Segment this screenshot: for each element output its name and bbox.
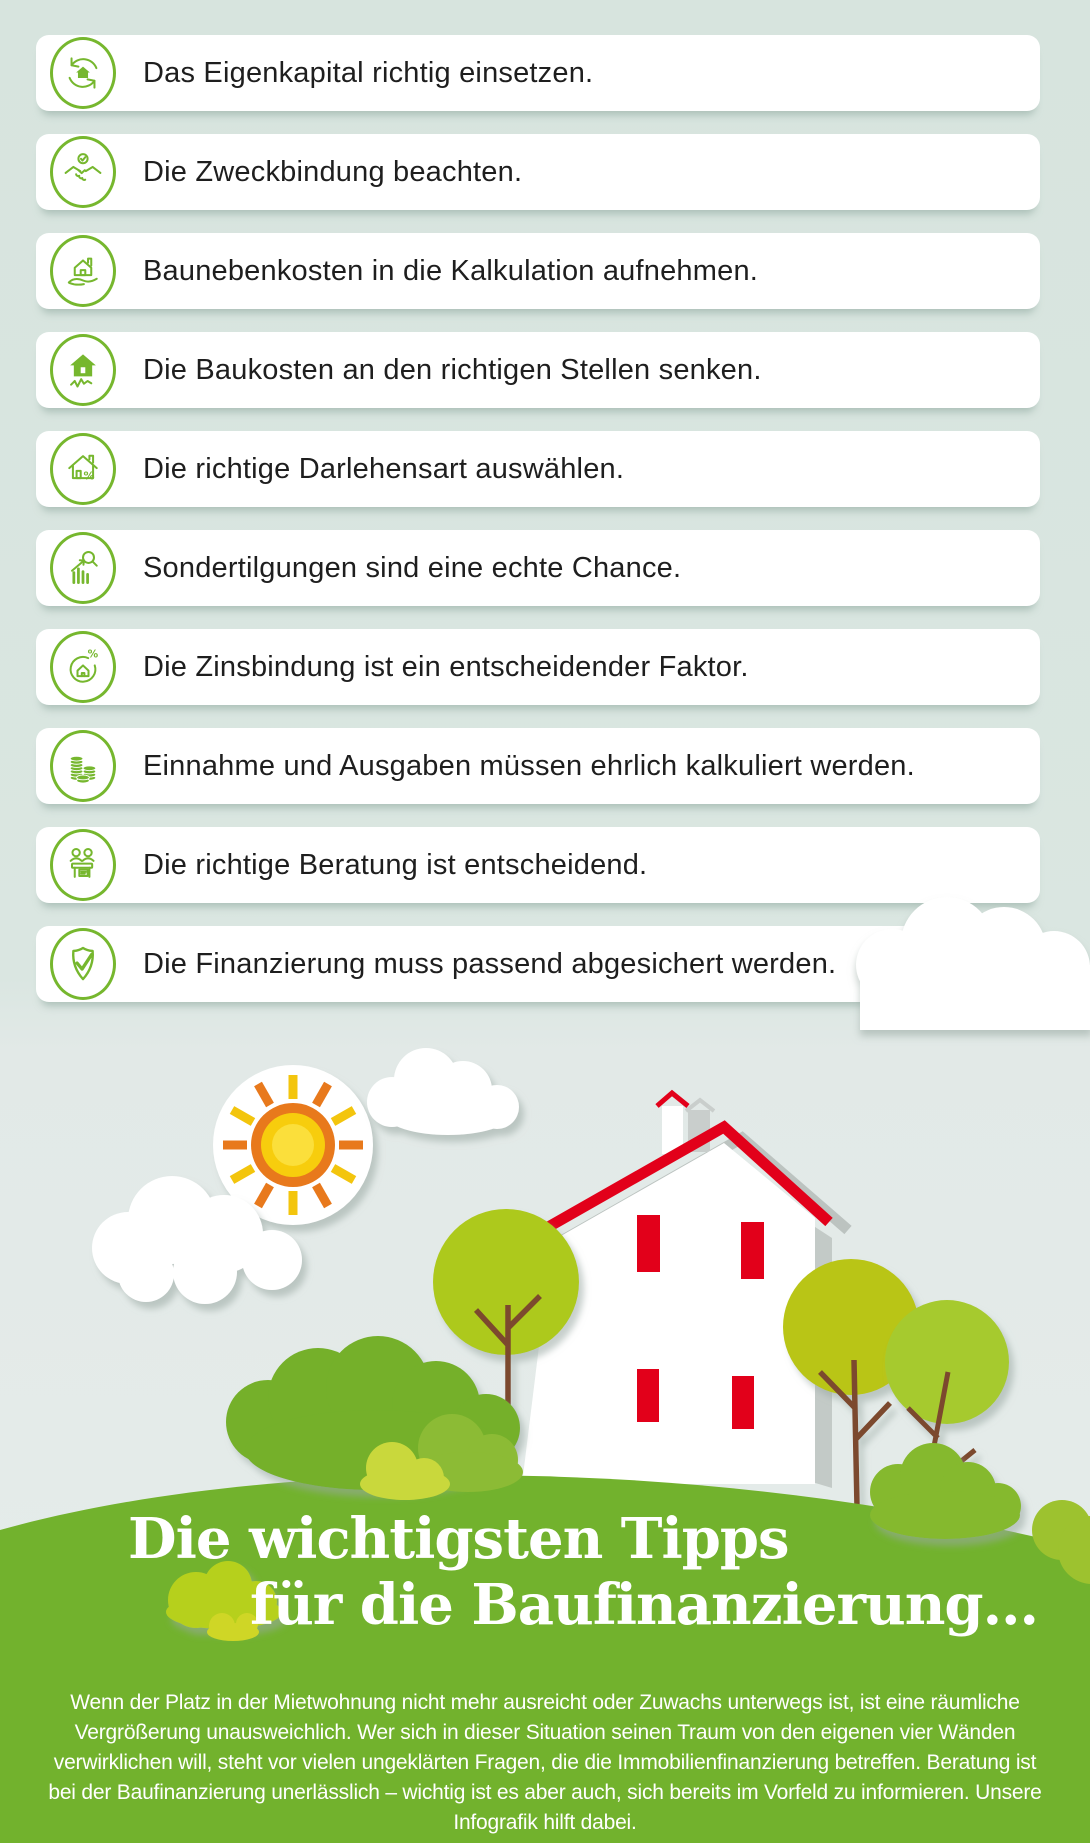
tip-card [36, 431, 1040, 507]
tip-card [36, 134, 1040, 210]
tip-card [36, 629, 1040, 705]
tip-card [36, 728, 1040, 804]
house-cycle-icon [50, 37, 116, 109]
coins-icon [50, 730, 116, 802]
tips-list [36, 35, 1040, 1002]
hand-house-icon [50, 235, 116, 307]
tip-label: Die richtige Beratung ist entscheidend. [143, 848, 648, 881]
cloud-icon [842, 885, 1090, 1030]
tip-label: Die richtige Darlehensart auswählen. [143, 452, 625, 485]
bush-icon [870, 1443, 1021, 1539]
shield-check-icon [50, 928, 116, 1000]
house-percent-icon [50, 433, 116, 505]
chart-magnifier-icon [50, 532, 116, 604]
page-title-line1: Die wichtigsten Tipps [128, 1506, 789, 1572]
tip-label: Baunebenkosten in die Kalkulation aufnehmen. [143, 254, 759, 287]
tip-label: Die Finanzierung muss passend abgesichert werden. [143, 947, 837, 980]
svg-text:%: % [87, 648, 99, 661]
tip-card [36, 233, 1040, 309]
page-title-line2: für die Baufinanzierung... [250, 1572, 1039, 1638]
intro-paragraph: Wenn der Platz in der Mietwohnung nicht mehr ausreicht oder Zuwachs unterwegs ist, ist eine räumliche Vergrößerung unausweichlich. Wer sich in dieser Situation seinen Traum von den eigenen vier Wänden verwirklichen will, steht vor vielen ungeklärten Fragen, die die Immobilienfinanzierung betreffen. Beratung ist bei der Baufinanzierung unerlässlich – wichtig ist es aber auch, sich bereits im Vorfeld zu informieren. Unsere Infografik hilft dabei. [48, 1691, 1042, 1834]
tip-label: Sondertilgungen sind eine echte Chance. [143, 551, 682, 584]
percent-circle-house-icon [50, 631, 116, 703]
cloud-icon [367, 1048, 519, 1135]
tip-card [36, 332, 1040, 408]
tip-label: Die Zweckbindung beachten. [143, 155, 523, 188]
house-pulse-icon [50, 334, 116, 406]
tip-label: Die Zinsbindung ist ein entscheidender Faktor. [143, 650, 749, 683]
tip-card [36, 35, 1040, 111]
tip-card [36, 530, 1040, 606]
tip-label: Die Baukosten an den richtigen Stellen senken. [143, 353, 762, 386]
svg-text:%: % [83, 469, 95, 483]
tip-label: Das Eigenkapital richtig einsetzen. [143, 56, 594, 89]
handshake-check-icon [50, 136, 116, 208]
tip-label: Einnahme und Ausgaben müssen ehrlich kalkuliert werden. [143, 749, 915, 782]
advisors-icon [50, 829, 116, 901]
